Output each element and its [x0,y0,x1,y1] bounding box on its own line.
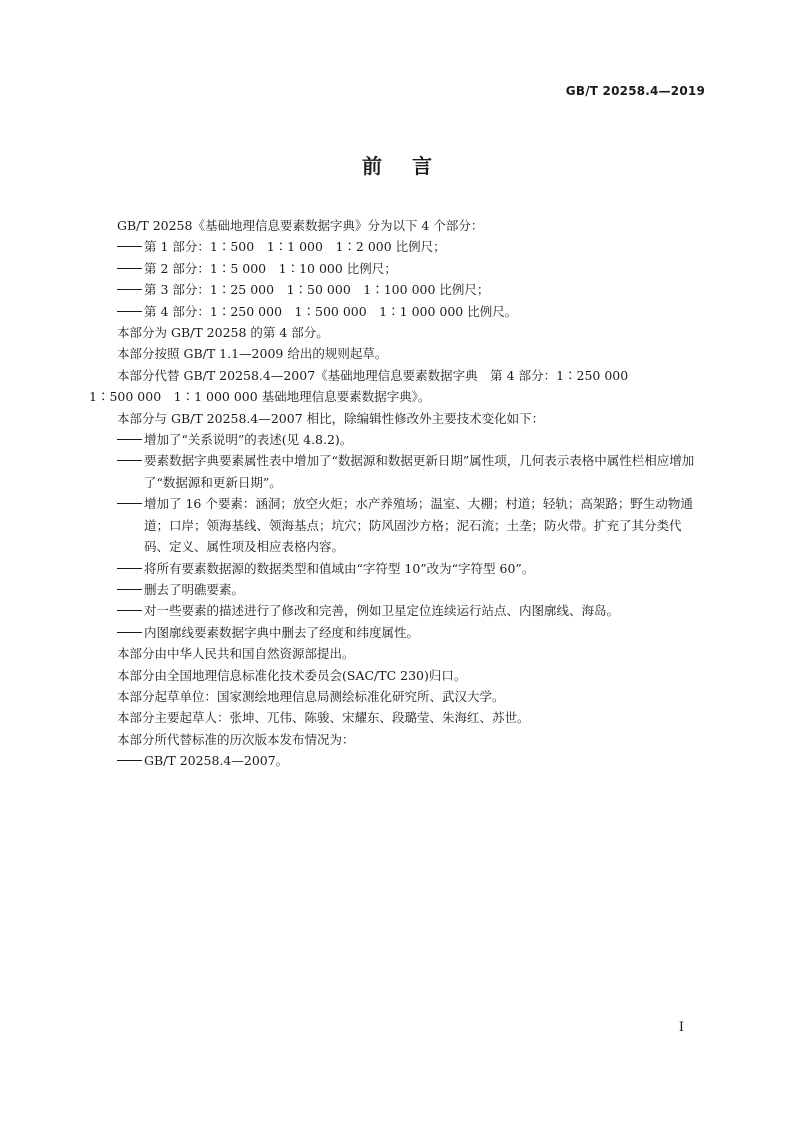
dash-mark [117,622,144,643]
dash-mark [117,301,144,322]
paragraph: 本部分为 GB/T 20258 的第 4 部分。 [117,325,329,341]
standard-code: GB/T 20258.4—2019 [565,84,705,98]
dash-item [89,236,705,257]
dash-item [89,558,705,579]
dash-item [89,301,705,322]
dash-mark [117,600,144,621]
paragraph: 本部分所代替标准的历次版本发布情况为： [117,731,355,747]
paragraph [89,365,705,408]
dash-item-text: 对一些要素的描述进行了修改和完善，例如卫星定位连续运行站点、内图廓线、海岛。 [144,603,620,619]
dash-item-text: 第 2 部分：1∶5 000 1∶10 000 比例尺； [144,260,397,276]
dash-item-text: 增加了“关系说明”的表述(见 4.8.2)。 [144,432,353,448]
dash-mark [117,450,144,471]
dash-mark [117,579,144,600]
paragraph: 本部分起草单位：国家测绘地理信息局测绘标准化研究所、武汉大学。 [117,688,505,704]
dash-item-text: 内图廓线要素数据字典中删去了经度和纬度属性。 [144,624,420,640]
dash-item-text: 第 1 部分：1∶500 1∶1 000 1∶2 000 比例尺； [144,239,446,255]
dash-mark [117,258,144,279]
dash-item [89,258,705,279]
dash-item-text: 将所有要素数据源的数据类型和值域由“字符型 10”改为“字符型 60”。 [144,560,535,576]
dash-mark [117,750,144,771]
paragraph-line: 1∶500 000 1∶1 000 000 基础地理信息要素数据字典》。 [89,389,431,405]
dash-item [89,622,705,643]
dash-item [89,493,705,557]
dash-mark [117,279,144,300]
paragraph: 本部分按照 GB/T 1.1—2009 给出的规则起草。 [117,346,388,362]
dash-item-text: GB/T 20258.4—2007。 [144,753,289,769]
dash-item [89,750,705,771]
dash-mark [117,558,144,579]
foreword-body [89,215,705,772]
paragraph-line: 本部分代替 GB/T 20258.4—2007《基础地理信息要素数据字典 第 4 部分：1∶250 000 [117,367,629,383]
dash-mark [117,493,144,514]
dash-item [89,450,705,493]
page-title: 前言 [362,154,462,178]
page-number: I [678,1020,684,1035]
dash-item-text: 要素数据字典要素属性表中增加了“数据源和数据更新日期”属性项，几何表示表格中属性栏相应增加了“数据源和更新日期”。 [144,453,695,490]
dash-mark [117,236,144,257]
paragraph: 本部分主要起草人：张坤、兀伟、陈骏、宋耀东、段璐莹、朱海红、苏世。 [117,710,530,726]
dash-item-text: 删去了明礁要素。 [144,581,245,597]
dash-item-text: 增加了 16 个要素：涵洞；放空火炬；水产养殖场；温室、大棚；村道；轻轨；高架路；野生动物通道；口岸；领海基线、领海基点；坑穴；防风固沙方格；泥石流；土垄；防火带。扩充了其分类代码、定义、属性项及相应表格内容。 [144,496,693,555]
dash-item [89,600,705,621]
dash-item-text: 第 3 部分：1∶25 000 1∶50 000 1∶100 000 比例尺； [144,282,490,298]
paragraph: GB/T 20258《基础地理信息要素数据字典》分为以下 4 个部分： [117,218,484,233]
paragraph: 本部分由中华人民共和国自然资源部提出。 [117,646,355,662]
dash-item [89,429,705,450]
dash-item [89,279,705,300]
dash-mark [117,429,144,450]
dash-item-text: 第 4 部分：1∶250 000 1∶500 000 1∶1 000 000 比例尺。 [144,303,518,319]
paragraph: 本部分与 GB/T 20258.4—2007 相比，除编辑性修改外主要技术变化如下： [117,410,545,426]
paragraph: 本部分由全国地理信息标准化技术委员会(SAC/TC 230)归口。 [117,667,467,683]
dash-item [89,579,705,600]
